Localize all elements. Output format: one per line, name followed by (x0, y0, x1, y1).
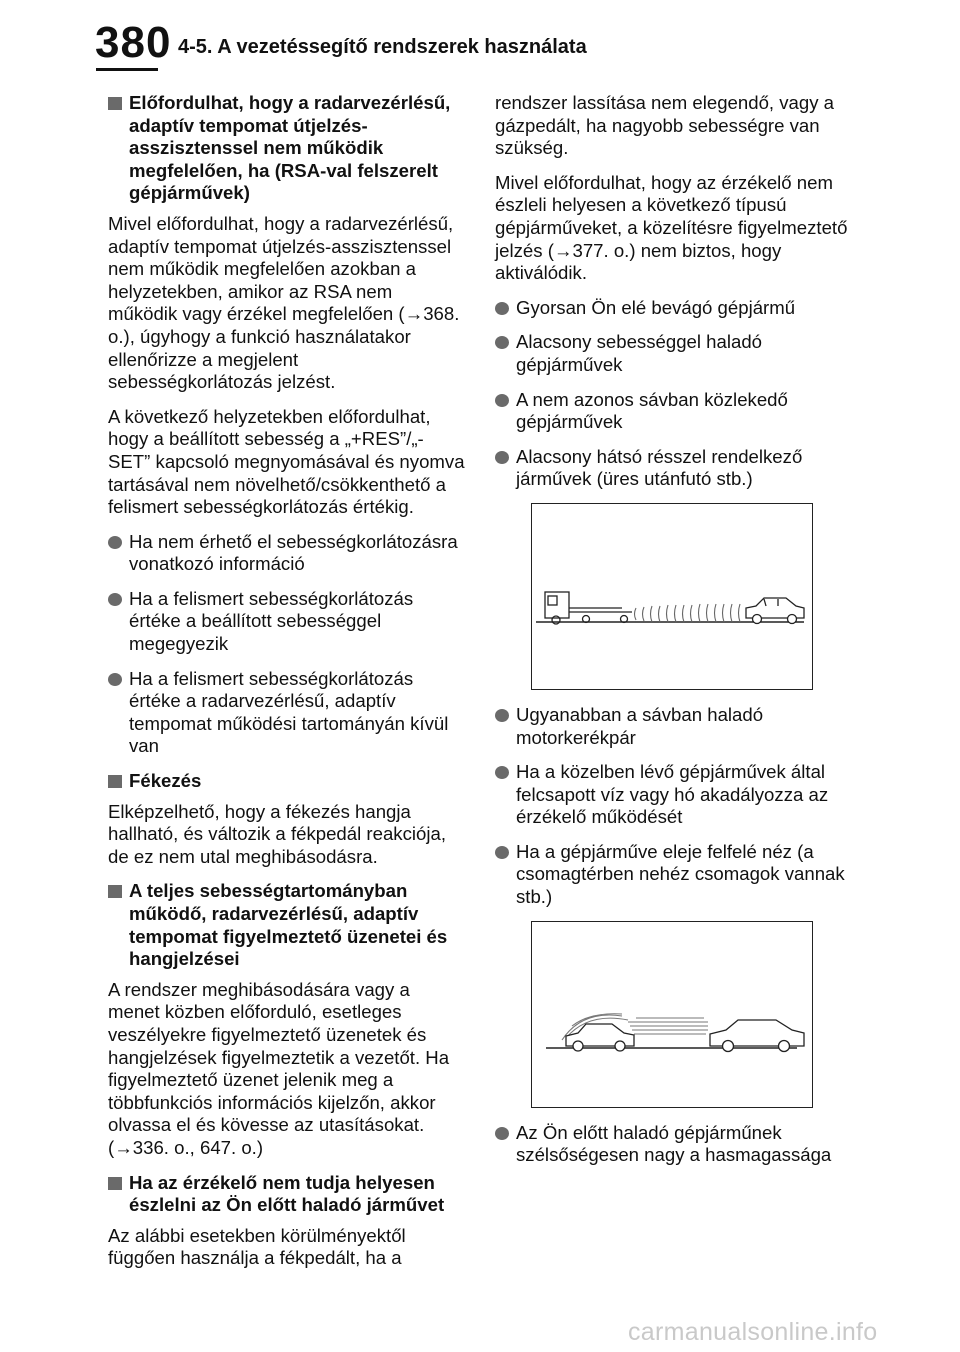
paragraph: rendszer lassítása nem elegendő, vagy a gázpedált, ha nagyobb sebességre van szükség. (495, 92, 835, 159)
paragraph: Mivel előfordulhat, hogy a radarvezérlésű, adaptív tempomat útjelzés-asszisztenssel nem működik megfelelően azokban a helyzetekben, amikor az RSA nem működik vagy érzékel megfelelően (→368. o.), úgyhogy a funkció használatakor ellenőrizze a megjelent sebességkorlátozás jelzést. (108, 212, 460, 393)
bullet-item: Az Ön előtt haladó gépjárműnek szélsőségesen nagy a hasmagassága (495, 1122, 857, 1167)
truck-trailer-figure (532, 504, 811, 689)
paragraph: A rendszer meghibásodására vagy a menet közben előforduló, esetleges veszélyekre figyelmeztető üzenetek és hangjelzések figyelmeztetik a vezetőt. Ha figyelmeztető üzenet jelenik meg a többfunkciós információs kijelzőn, akkor olvassa el és kövesse az utasításokat. (→336. o., 647. o.) (108, 978, 450, 1158)
round-bullet-icon (108, 673, 122, 686)
watermark: carmanualsonline.info (628, 1318, 878, 1346)
round-bullet-icon (495, 336, 509, 349)
bullet-item: Ha a gépjárműve eleje felfelé néz (a csomagtérben nehéz csomagok vannak stb.) (495, 841, 857, 909)
square-bullet-icon (108, 885, 122, 898)
bullet-item: Alacsony hátsó résszel rendelkező járművek (üres utánfutó stb.) (495, 446, 857, 491)
spray-figure (532, 922, 811, 1107)
page-number: 380 (95, 18, 172, 67)
truck-icon (545, 592, 632, 624)
paragraph: Az alábbi esetekben körülményektől függően használja a fékpedált, ha a (108, 1224, 406, 1269)
heading-braking: Fékezés (108, 770, 466, 793)
round-bullet-icon (495, 709, 509, 722)
page-number-underline (96, 68, 158, 71)
round-bullet-icon (495, 766, 509, 779)
page-header (0, 0, 960, 82)
round-bullet-icon (108, 593, 122, 606)
car-icon (710, 1020, 804, 1052)
bullet-item: Ha a felismert sebességkorlátozás értéke a radarvezérlésű, adaptív tempomat működési tartományán kívül van (108, 668, 466, 758)
bullet-item: Ha nem érhető el sebességkorlátozásra vonatkozó információ (108, 531, 466, 576)
heading-warnings: A teljes sebességtartományban működő, radarvezérlésű, adaptív tempomat figyelmeztető üzenetei és hangjelzései (108, 880, 466, 970)
illustration-truck-trailer (531, 503, 813, 690)
car-icon (746, 598, 804, 624)
radar-waves (635, 604, 741, 622)
bullet-item: Ha a felismert sebességkorlátozás értéke a beállított sebességgel megegyezik (108, 588, 466, 656)
bullet-item: Ha a közelben lévő gépjárművek által felcsapott víz vagy hó akadályozza az érzékelő működését (495, 761, 857, 829)
square-bullet-icon (108, 1177, 122, 1190)
round-bullet-icon (495, 302, 509, 315)
square-bullet-icon (108, 775, 122, 788)
heading-rsa: Előfordulhat, hogy a radarvezérlésű, adaptív tempomat útjelzés-asszisztenssel nem működik megfelelően, ha (RSA-val felszerelt gépjárművek) (108, 92, 466, 205)
round-bullet-icon (495, 846, 509, 859)
round-bullet-icon (495, 451, 509, 464)
left-column (108, 92, 466, 1282)
section-title: 4-5. A vezetéssegítő rendszerek használata (178, 36, 587, 58)
bullet-item: Gyorsan Ön elé bevágó gépjármű (495, 297, 857, 320)
paragraph: Elképzelhető, hogy a fékezés hangja hallható, és változik a fékpedál reakciója, de ez nem utal meghibásodásra. (108, 800, 446, 867)
bullet-item: Alacsony sebességgel haladó gépjárművek (495, 331, 857, 376)
round-bullet-icon (495, 1127, 509, 1140)
heading-sensor: Ha az érzékelő nem tudja helyesen észlelni az Ön előtt haladó járművet (108, 1172, 466, 1217)
paragraph: Mivel előfordulhat, hogy az érzékelő nem észleli helyesen a következő típusú gépjárműveket, a közelítésre figyelmeztető jelzés (→377. o.) nem biztos, hogy aktiválódik. (495, 171, 848, 284)
illustration-spray (531, 921, 813, 1108)
square-bullet-icon (108, 97, 122, 110)
bullet-item: A nem azonos sávban közlekedő gépjárművek (495, 389, 857, 434)
bullet-item: Ugyanabban a sávban haladó motorkerékpár (495, 704, 857, 749)
paragraph: A következő helyzetekben előfordulhat, hogy a beállított sebesség a „+RES”/„-SET” kapcsoló megnyomásával és nyomva tartásával nem növelhető/csökkenthető a felismert sebességkorlátozás értékig. (108, 405, 465, 518)
round-bullet-icon (495, 394, 509, 407)
right-column (495, 92, 857, 1179)
round-bullet-icon (108, 536, 122, 549)
